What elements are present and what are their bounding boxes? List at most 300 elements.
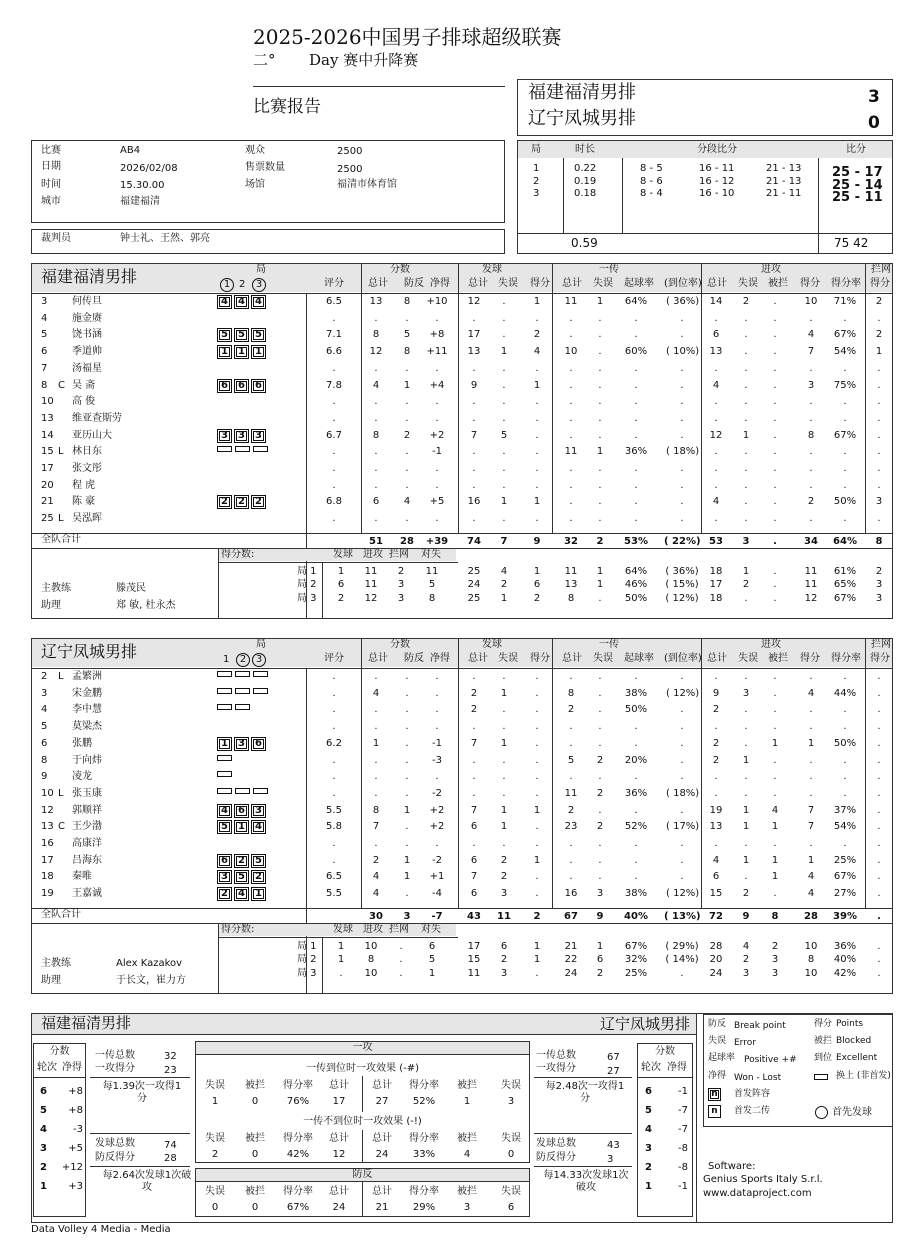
total-ak: 34 xyxy=(804,535,818,547)
stat-rexc: ( 12%) xyxy=(666,687,700,699)
stat-ak: 1 xyxy=(807,737,815,749)
stat-st: . xyxy=(472,463,476,474)
round-day: Day 赛中升降赛 xyxy=(309,51,419,69)
stat-ab: . xyxy=(773,329,777,341)
set-points: 3 xyxy=(397,579,405,591)
rotation-number: 4 xyxy=(40,1124,47,1135)
stat-st: . xyxy=(472,362,476,374)
col-label: 总计 xyxy=(372,1133,392,1144)
stat-ab: . xyxy=(773,396,777,408)
stat-re: . xyxy=(598,704,602,716)
player-name: 秦唯 xyxy=(72,871,92,883)
set-partial-2: 16 - 11 xyxy=(699,163,735,174)
player-number: 6 xyxy=(41,737,48,749)
stat-se: . xyxy=(502,671,506,682)
stat-sp: . xyxy=(535,687,539,699)
player-role: L xyxy=(58,513,64,525)
stat-bk: . xyxy=(877,787,881,799)
stat-rating: . xyxy=(332,721,336,733)
stat-re: . xyxy=(598,737,602,749)
rotation-net: +12 xyxy=(61,1162,83,1173)
stat-bp: . xyxy=(405,787,409,799)
divider xyxy=(32,548,892,549)
substitute-mark xyxy=(217,755,232,761)
coach-label: 主教练 xyxy=(41,582,71,594)
player-name: 程 虎 xyxy=(72,479,96,491)
stat-pt: 12 xyxy=(369,346,383,358)
points-col-h: 发球 xyxy=(333,923,353,935)
rotation-rot-h1: 轮次 xyxy=(37,1062,57,1073)
stat-rexc: . xyxy=(680,463,684,474)
starting-position: 5 xyxy=(234,870,249,884)
stat-st: 12 xyxy=(467,296,481,307)
stat-se: . xyxy=(502,312,506,324)
set-stat: 18 xyxy=(709,592,723,604)
divider xyxy=(32,923,892,924)
starting-position: 3 xyxy=(251,804,266,818)
starting-position: 4 xyxy=(234,887,249,901)
set-score: 25 - 17 xyxy=(832,165,883,180)
set-points: 11 xyxy=(364,565,378,577)
stat-bp: . xyxy=(405,721,409,733)
col-header-blocked: 被拦 xyxy=(768,653,788,664)
stat-at: . xyxy=(714,362,718,374)
stat-net: -1 xyxy=(432,446,442,458)
set-points: 1 xyxy=(337,954,345,966)
col-header-total: 总计 xyxy=(562,653,582,664)
set-stat: . xyxy=(773,579,777,591)
stat-re: . xyxy=(598,854,602,866)
stat-sp: 2 xyxy=(533,329,541,341)
total-rpos: 40% xyxy=(624,910,648,922)
stat-rpos: . xyxy=(634,871,638,883)
stat-ae: . xyxy=(744,787,748,799)
starting-position: 4 xyxy=(251,295,266,309)
legend-first-serve: 首先发球 xyxy=(832,1107,872,1118)
col-label: 失误 xyxy=(501,1186,521,1197)
player-sets xyxy=(217,295,268,309)
stat-at: 4 xyxy=(712,379,720,391)
stat-net: . xyxy=(435,838,439,849)
stat-rpos: . xyxy=(634,854,638,866)
player-name: 王嘉诚 xyxy=(72,888,102,900)
points-col-h: 拦网 xyxy=(389,548,409,560)
stat-ae: 1 xyxy=(742,429,750,441)
set-number: 2 xyxy=(533,175,540,187)
stat-pt: 4 xyxy=(372,379,380,391)
col-header-pts: 得分 xyxy=(800,278,820,289)
stat-bk: . xyxy=(877,704,881,716)
tickets-value: 2500 xyxy=(337,164,363,175)
stat-bk: 2 xyxy=(875,329,883,341)
stat-pt: 2 xyxy=(372,854,380,866)
set-stat: 32% xyxy=(624,954,648,966)
t2-srv-note: 每14.33次发球1次破攻 xyxy=(543,1170,629,1193)
set-col-3: 3 xyxy=(252,653,266,667)
stat-rpos: . xyxy=(634,463,638,474)
total-rpos: 53% xyxy=(624,535,648,547)
stat-bp: 5 xyxy=(403,329,411,341)
set-stat: . xyxy=(773,565,777,577)
t2-rec-note: 每2.48次一攻得1分 xyxy=(545,1081,625,1104)
stat-rpos: . xyxy=(634,671,638,682)
set-points: 10 xyxy=(364,967,378,979)
player-number: 12 xyxy=(41,804,54,816)
stat-ak: . xyxy=(809,704,813,716)
stat-ab: . xyxy=(773,379,777,391)
starting-position: 2 xyxy=(217,495,232,509)
substitute-mark xyxy=(235,688,250,694)
stat-re: . xyxy=(598,671,602,682)
col-value: 33% xyxy=(412,1149,436,1160)
total-bp: 28 xyxy=(400,535,414,547)
player-name: 凌龙 xyxy=(72,771,92,783)
t1-bp-pts: 28 xyxy=(164,1153,177,1164)
stat-ak: . xyxy=(809,838,813,849)
col-header-total: 总计 xyxy=(707,653,727,664)
set-points: 2 xyxy=(337,592,345,604)
stat-bp: . xyxy=(405,446,409,458)
stat-re: 2 xyxy=(596,787,604,799)
col-value: 0 xyxy=(507,1149,515,1160)
total-at: 53 xyxy=(709,535,723,547)
set-partial-2: 16 - 10 xyxy=(699,188,735,199)
rotation-net: +3 xyxy=(68,1181,83,1192)
stat-st: 6 xyxy=(470,854,478,866)
stat-sp: . xyxy=(535,312,539,324)
substitute-mark xyxy=(217,788,232,794)
stat-bp: 8 xyxy=(403,346,411,358)
date-label: 日期 xyxy=(41,161,61,172)
coach-name: Alex Kazakov xyxy=(116,957,183,969)
stat-se: . xyxy=(502,771,506,783)
set-col-2: 2 xyxy=(239,279,246,290)
set-stat: 3 xyxy=(742,967,750,979)
stat-at: . xyxy=(714,446,718,458)
col-value: 3 xyxy=(507,1096,515,1107)
stat-at: 15 xyxy=(709,888,723,900)
set-stat: 15 xyxy=(467,954,481,966)
stat-at: 2 xyxy=(712,754,720,766)
stat-net: +2 xyxy=(429,804,445,816)
stat-st: 7 xyxy=(470,871,478,883)
stat-rt: . xyxy=(569,496,573,508)
stat-bp: . xyxy=(405,479,409,491)
total-rexc: ( 13%) xyxy=(664,910,701,922)
set-points: 10 xyxy=(364,940,378,952)
stat-bk: . xyxy=(877,737,881,749)
set-stat: 6 xyxy=(533,579,541,591)
stat-ab: . xyxy=(773,754,777,766)
stat-net: +8 xyxy=(429,329,445,341)
stat-ae: 2 xyxy=(742,888,750,900)
col-value: 1 xyxy=(211,1096,219,1107)
stat-rating: 5.5 xyxy=(326,888,342,900)
points-col-h: 对失 xyxy=(421,923,441,935)
stat-sp: . xyxy=(535,721,539,733)
stat-rexc: ( 18%) xyxy=(666,787,700,799)
stat-net: . xyxy=(435,704,439,716)
player-name: 高 俊 xyxy=(72,396,96,408)
stat-ab: . xyxy=(773,704,777,716)
stat-ak: . xyxy=(809,479,813,491)
set-points: . xyxy=(399,954,403,966)
stat-ak: 4 xyxy=(807,687,815,699)
stat-sp: . xyxy=(535,396,539,408)
stat-pt: 1 xyxy=(372,737,380,749)
stat-at: . xyxy=(714,463,718,474)
stat-bk: . xyxy=(877,888,881,900)
stat-rpos: 60% xyxy=(624,346,648,358)
stat-ae: . xyxy=(744,463,748,474)
set-points: 1 xyxy=(428,967,436,979)
player-name: 王少渤 xyxy=(72,821,102,833)
stat-ak: . xyxy=(809,771,813,783)
stat-rt: 23 xyxy=(564,821,578,833)
set-stat: 17 xyxy=(467,940,481,952)
set-number: 3 xyxy=(533,188,540,199)
col-header-pos: 起球率 xyxy=(624,653,654,664)
stat-bk: . xyxy=(877,804,881,816)
set-points: 3 xyxy=(397,592,405,604)
stat-rexc: . xyxy=(680,854,684,866)
set-points: 1 xyxy=(337,565,345,577)
set-header: 局 xyxy=(256,264,266,275)
stat-rating: . xyxy=(332,704,336,716)
rotation-number: 5 xyxy=(40,1105,47,1116)
total-label: 全队合计 xyxy=(41,908,81,920)
stat-rating: . xyxy=(332,787,336,799)
col-header-err: 失误 xyxy=(738,278,758,289)
stat-ab: . xyxy=(773,888,777,900)
starting-position: 3 xyxy=(217,429,232,443)
stat-se: . xyxy=(502,754,506,766)
set-stat: 50% xyxy=(624,592,648,604)
stat-rating: . xyxy=(332,854,336,866)
stat-se: 5 xyxy=(500,429,508,441)
stat-re: . xyxy=(598,687,602,699)
stat-se: . xyxy=(502,787,506,799)
stat-ae: . xyxy=(744,838,748,849)
stat-rating: 6.8 xyxy=(326,496,342,508)
set-stat: 3 xyxy=(771,954,779,966)
player-name: 汤福星 xyxy=(72,362,102,374)
col-label: 总计 xyxy=(329,1080,349,1091)
serve-header: 发球 xyxy=(482,639,502,650)
stat-rpos: . xyxy=(634,479,638,491)
divider xyxy=(32,908,892,909)
venue-label: 场馆 xyxy=(245,179,265,190)
col-header-total: 总计 xyxy=(468,653,488,664)
t1-rec-total: 32 xyxy=(164,1051,177,1062)
stat-net: . xyxy=(435,479,439,491)
stat-ap: 44% xyxy=(833,687,857,699)
stat-pt: 8 xyxy=(372,329,380,341)
stat-net: . xyxy=(435,771,439,783)
stat-pt: 4 xyxy=(372,687,380,699)
starting-position: 1 xyxy=(234,820,249,834)
col-header-pts: 得分 xyxy=(800,653,820,664)
stat-rating: 6.5 xyxy=(326,296,342,307)
col-header-err: 失误 xyxy=(593,278,613,289)
rotation-net: -1 xyxy=(678,1181,688,1192)
attack-header: 进攻 xyxy=(761,639,781,650)
stat-ak: 4 xyxy=(807,329,815,341)
stat-pt: . xyxy=(374,446,378,458)
set-duration: 0.19 xyxy=(574,175,597,187)
stat-sp: 1 xyxy=(533,854,541,866)
col-label: 得分率 xyxy=(283,1080,313,1091)
stat-se: 1 xyxy=(500,737,508,749)
player-sets xyxy=(217,820,268,834)
stat-bk: . xyxy=(877,754,881,766)
t1-bp-pts-label: 防反得分 xyxy=(95,1152,135,1163)
stat-at: 13 xyxy=(709,821,723,833)
player-role: C xyxy=(58,379,65,391)
stat-rpos: 64% xyxy=(624,296,648,307)
t1-fb-pts: 23 xyxy=(164,1065,177,1076)
col-header-bp: 防反 xyxy=(404,653,424,664)
t2-rec-total-label: 一传总数 xyxy=(536,1050,576,1061)
stat-bp: . xyxy=(405,754,409,766)
stat-ab: . xyxy=(773,787,777,799)
stat-re: . xyxy=(598,329,602,341)
col-header-err: 失误 xyxy=(498,278,518,289)
stat-rt: . xyxy=(569,854,573,866)
set-stat: 64% xyxy=(624,565,648,577)
stat-ab: . xyxy=(773,446,777,458)
stat-rpos: . xyxy=(634,362,638,374)
total-bk: . xyxy=(877,910,881,922)
stat-re: 2 xyxy=(596,754,604,766)
stat-pt: . xyxy=(374,513,378,525)
player-number: 17 xyxy=(41,463,54,474)
total-ab: . xyxy=(773,535,777,547)
stat-rt: . xyxy=(569,362,573,374)
stat-pt: 4 xyxy=(372,888,380,900)
starting-position: 2 xyxy=(217,887,232,901)
col-header-pts: 得分 xyxy=(870,278,890,289)
total-score: 75 42 xyxy=(834,236,869,250)
referee-value: 钟士礼、王然、郭亮 xyxy=(120,233,210,244)
t2-srv-total: 43 xyxy=(607,1140,620,1151)
player-number: 4 xyxy=(41,704,48,716)
attack-header: 进攻 xyxy=(761,264,781,275)
substitute-mark xyxy=(217,671,232,677)
rotation-points-h2: 分数 xyxy=(655,1046,675,1057)
stat-sp: . xyxy=(535,479,539,491)
set-stat: ( 14%) xyxy=(665,954,699,966)
stat-net: +10 xyxy=(426,296,448,307)
serve-header: 发球 xyxy=(482,264,502,275)
points-col-h: 进攻 xyxy=(363,923,383,935)
stat-net: +2 xyxy=(429,429,445,441)
points-col-h: 拦网 xyxy=(389,923,409,935)
total-se: 7 xyxy=(500,535,508,547)
legend-key: 失误 xyxy=(708,1036,727,1046)
starting-position: 4 xyxy=(217,295,232,309)
stat-bp: . xyxy=(405,838,409,849)
stat-rating: . xyxy=(332,396,336,408)
stat-se: 1 xyxy=(500,804,508,816)
stat-sp: . xyxy=(535,446,539,458)
stat-rating: . xyxy=(332,771,336,783)
rotation-number: 4 xyxy=(645,1124,652,1135)
set-stat: 25% xyxy=(624,967,648,979)
substitute-legend-mark xyxy=(814,1074,828,1080)
legend-key: 防反 xyxy=(708,1019,727,1029)
stat-rt: . xyxy=(569,463,573,474)
col-label: 失误 xyxy=(205,1080,225,1091)
legend-key: 净得 xyxy=(708,1071,727,1081)
set-points: 5 xyxy=(428,579,436,591)
stat-sp: . xyxy=(535,429,539,441)
stat-pt: . xyxy=(374,362,378,374)
substitute-mark xyxy=(217,704,232,710)
rotation-net-h2: 净得 xyxy=(667,1062,687,1073)
player-number: 13 xyxy=(41,821,54,833)
legend-key: 被拦 xyxy=(814,1036,833,1046)
stat-st: . xyxy=(472,513,476,525)
player-sets xyxy=(217,804,268,818)
stat-net: +1 xyxy=(429,871,445,883)
stat-rating: 6.5 xyxy=(326,871,342,883)
assistant-label: 助理 xyxy=(41,599,61,611)
stat-ab: 1 xyxy=(771,871,779,883)
t1-srv-total: 74 xyxy=(164,1140,177,1151)
stat-pt: . xyxy=(374,412,378,424)
stat-ap: . xyxy=(843,704,847,716)
set-stat: 10 xyxy=(804,967,818,979)
starting-position: 6 xyxy=(251,379,266,393)
col-label: 失误 xyxy=(205,1186,225,1197)
stat-ae: . xyxy=(744,396,748,408)
divider xyxy=(32,293,892,294)
set-stat: 2 xyxy=(742,579,750,591)
stat-se: . xyxy=(502,838,506,849)
starter-legend-mark: n xyxy=(708,1088,721,1101)
stat-ak: . xyxy=(809,446,813,458)
stat-sp: . xyxy=(535,463,539,474)
stat-pt: 6 xyxy=(372,496,380,508)
col-header-bp: 防反 xyxy=(404,278,424,289)
stat-rpos: . xyxy=(634,838,638,849)
first-attack-good-title: 一传到位时一攻效果 (-#) xyxy=(306,1063,419,1074)
set-stat: 4 xyxy=(742,940,750,952)
set-stat: 2 xyxy=(596,967,604,979)
stat-se: . xyxy=(502,704,506,716)
stat-ab: . xyxy=(773,496,777,508)
city-label: 城市 xyxy=(41,196,61,207)
stat-sp: . xyxy=(535,871,539,883)
team-name: 福建福清男排 xyxy=(41,267,138,286)
stat-rt: 11 xyxy=(564,296,578,307)
starting-position: 2 xyxy=(234,495,249,509)
stat-rating: . xyxy=(332,412,336,424)
col-value: 1 xyxy=(463,1096,471,1107)
stat-se: . xyxy=(502,396,506,408)
col-header-total: 总计 xyxy=(368,653,388,664)
stat-re: . xyxy=(598,412,602,424)
stat-sp: 1 xyxy=(533,496,541,508)
substitute-mark xyxy=(217,688,232,694)
stat-st: . xyxy=(472,721,476,733)
col-value: 3 xyxy=(463,1202,471,1213)
stat-ak: 8 xyxy=(807,429,815,441)
total-ap: 64% xyxy=(833,535,857,547)
col-label: 被拦 xyxy=(457,1133,477,1144)
stat-ak: 4 xyxy=(807,871,815,883)
